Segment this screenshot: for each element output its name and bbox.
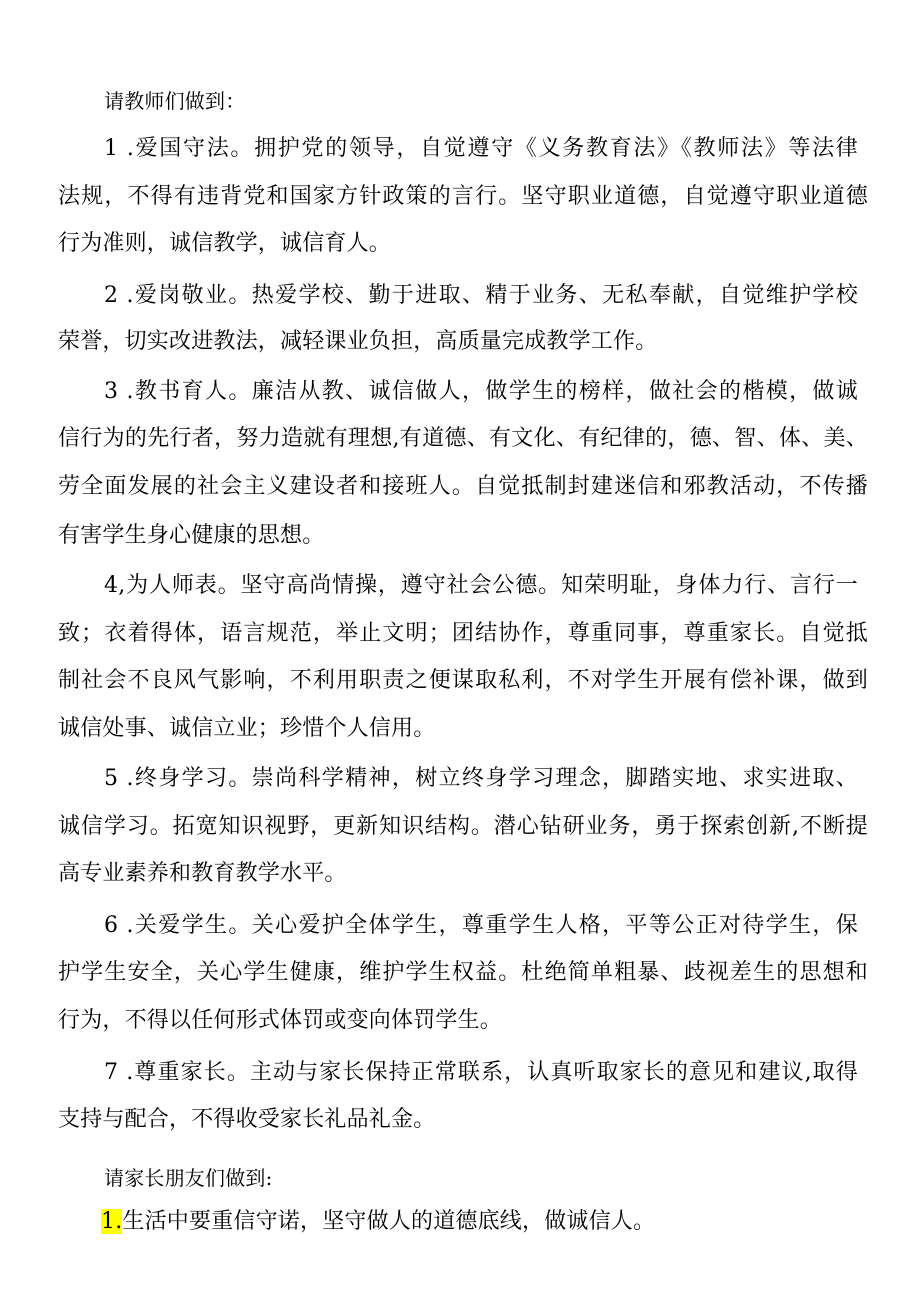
paragraph-line: 荣誉，切实改进教法，减轻课业负担，高质量完成教学工作。: [58, 329, 658, 354]
paragraph-line: 制社会不良风气影响，不利用职责之便谋取私利，不对学生开展有偿补课，做到: [58, 668, 868, 693]
paragraph-line: 高专业素养和教育教学水平。: [58, 861, 347, 886]
paragraph-line: 诚信学习。拓宽知识视野，更新知识结构。潜心钻研业务，勇于探索创新,不断提: [58, 814, 868, 839]
paragraph-line: 致；衣着得体，语言规范，举止文明；团结协作，尊重同事，尊重家长。自觉抵: [58, 621, 868, 646]
paragraph-line: 诚信处事、诚信立业；珍惜个人信用。: [58, 716, 436, 741]
paragraph-line: 6 .关爱学生。关心爱护全体学生，尊重学生人格，平等公正对待学生，保: [104, 913, 858, 938]
paragraph-line: 5 .终身学习。崇尚科学精神，树立终身学习理念，脚踏实地、求实进取、: [104, 766, 858, 791]
parents-heading: 请家长朋友们做到:: [104, 1166, 273, 1190]
paragraph-line: 3 .教书育人。廉洁从教、诚信做人，做学生的榜样，做社会的楷模，做诚: [104, 379, 858, 404]
paragraph-line: 行为，不得以任何形式体罚或变向体罚学生。: [58, 1008, 503, 1033]
paragraph-line: 7 .尊重家长。主动与家长保持正常联系，认真听取家长的意见和建议,取得: [104, 1060, 858, 1085]
paragraph-line: 2 .爱岗敬业。热爱学校、勤于进取、精于业务、无私奉献，自觉维护学校: [104, 283, 858, 308]
parent-item-1-text: 生活中要重信守诺，坚守做人的道德底线，做诚信人。: [122, 1209, 656, 1234]
paragraph-line: 法规，不得有违背党和国家方针政策的言行。坚守职业道德，自觉遵守职业道德: [58, 184, 868, 209]
paragraph-line: 信行为的先行者，努力造就有理想,有道德、有文化、有纪律的，德、智、体、美、: [58, 426, 868, 451]
paragraph-line: 行为准则，诚信教学，诚信育人。: [58, 231, 392, 256]
parent-item-1: [101, 1207, 911, 1237]
paragraph-line: 劳全面发展的社会主义建设者和接班人。自觉抵制封建迷信和邪教活动，不传播: [58, 474, 868, 499]
paragraph-line: 支持与配合，不得收受家长礼品礼金。: [58, 1107, 436, 1132]
item-number-highlighted: 1.: [101, 1209, 123, 1234]
paragraph-line: 4,为人师表。坚守高尚情操，遵守社会公德。知荣明耻，身体力行、言行一: [104, 573, 858, 598]
paragraph-line: 有害学生身心健康的思想。: [58, 523, 325, 548]
teachers-heading: 请教师们做到：: [104, 89, 246, 113]
paragraph-line: 1 .爱国守法。拥护党的领导，自觉遵守《义务教育法》《教师法》等法律: [104, 136, 858, 161]
paragraph-line: 护学生安全，关心学生健康，维护学生权益。杜绝简单粗暴、歧视差生的思想和: [58, 960, 868, 985]
